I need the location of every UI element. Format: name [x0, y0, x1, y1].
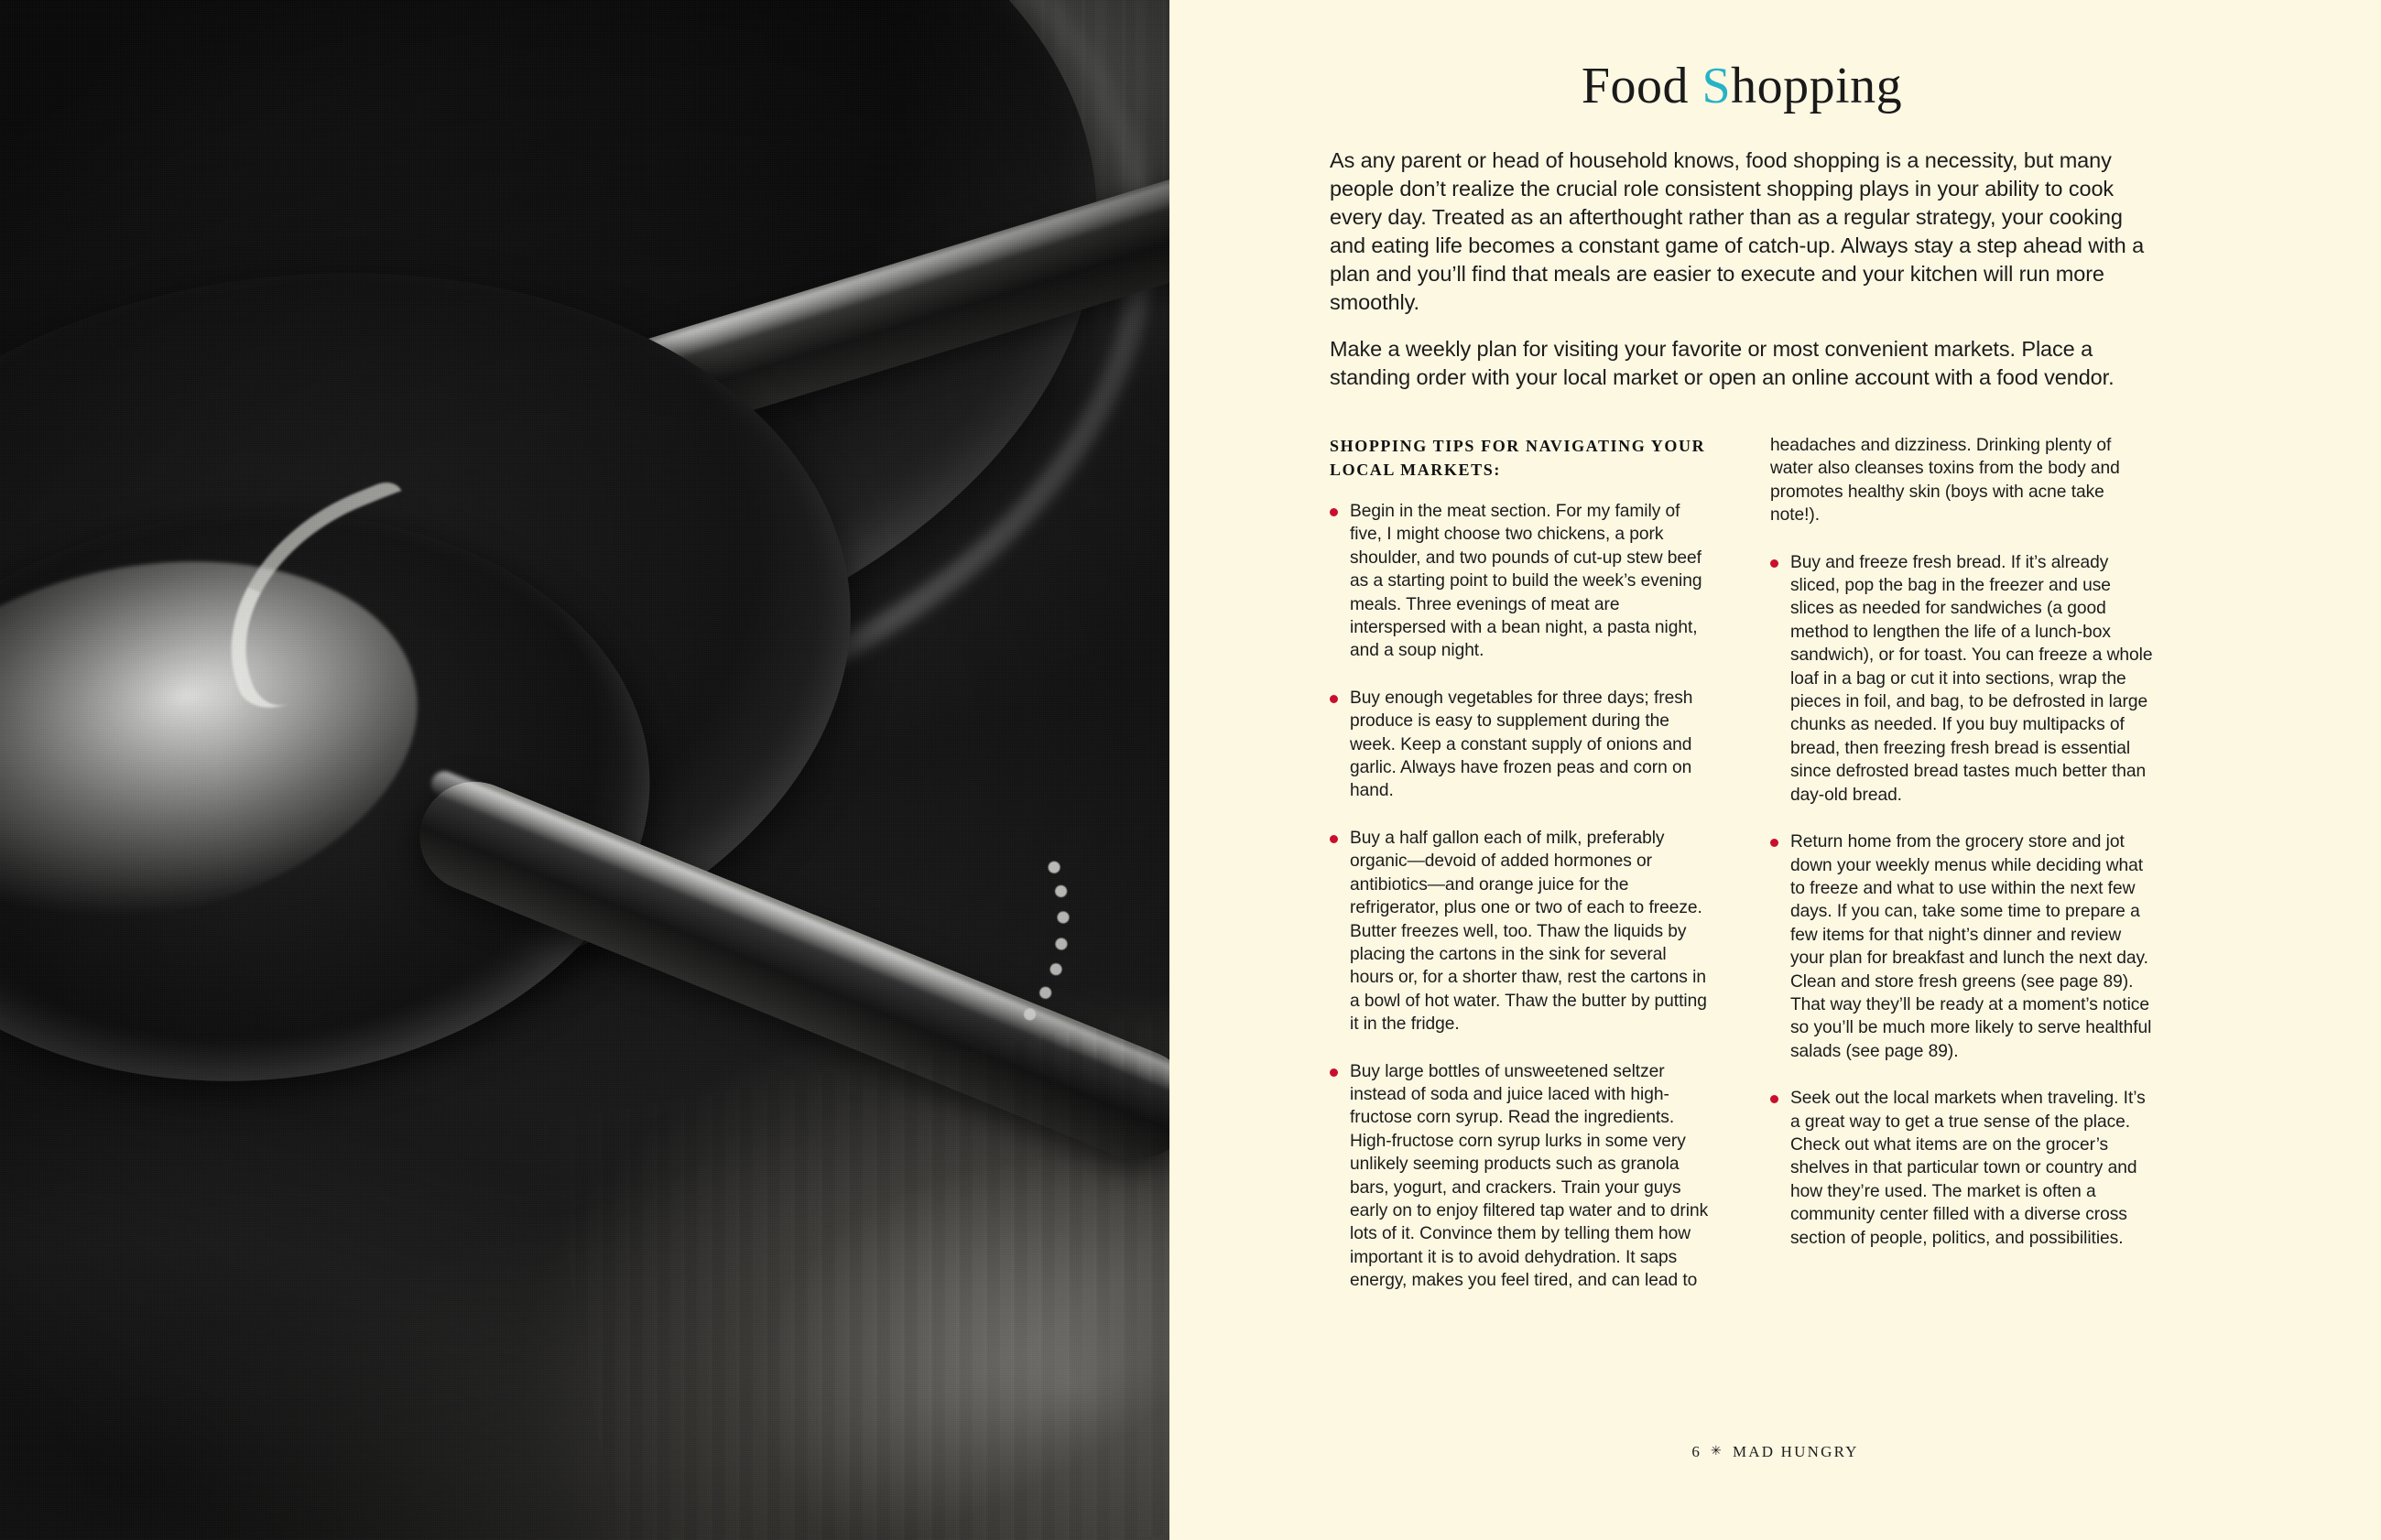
list-item [1330, 1060, 1713, 1293]
list-item-text: Buy large bottles of unsweetened seltzer instead of soda and juice laced with high-fructose corn syrup. Read the ingredients. High-fructose corn syrup lurks in some very unlikely seeming products such as granola bars, yogurt, and crackers. Train your guys early on to enjoy filtered tap water and to drink lots of it. Convince them by telling them how important it is to avoid dehydration. It saps energy, makes you feel tired, and can lead to [1350, 1061, 1709, 1291]
list-item-text: Buy enough vegetables for three days; fresh produce is easy to supplement during the week. Keep a constant supply of onions and garlic. Always have frozen peas and corn on hand. [1350, 688, 1693, 801]
bullet-icon [1330, 695, 1338, 703]
tips-column-left [1330, 434, 1713, 1317]
bullet-icon [1770, 559, 1778, 568]
page-footer [1169, 1443, 2381, 1461]
page-title-accent-letter: S [1701, 58, 1732, 114]
list-item-text: Return home from the grocery store and jot down your weekly menus while deciding what to freeze and what to use within the next few days. If you can, take some time to prepare a few items for that night’s dinner and review your plan for breakfast and lunch the next day. Clean and store fresh greens (see page 89). That way they’ll be ready at a moment’s notice so you’ll be much more likely to serve healthful salads (see page 89). [1790, 832, 2152, 1061]
page-title [1330, 57, 2154, 115]
list-item [1330, 500, 1713, 663]
list-item [1330, 827, 1713, 1036]
wood-grain-texture-lower [544, 1012, 1169, 1540]
intro-paragraph-1: As any parent or head of household knows, food shopping is a necessity, but many people don’t realize the crucial role consistent shopping plays in your ability to cook every day. Treated as an afterthought rather than as a regular strategy, your cooking and eating life becomes a constant game of catch-up. Always stay a step ahead with a plan and you’ll find that meals are easier to execute and your kitchen will run more smoothly. [1330, 148, 2145, 314]
page-title-part-1: Food [1581, 58, 1702, 114]
folio-book-title: MAD HUNGRY [1732, 1443, 1859, 1460]
skillet-photograph [0, 0, 1169, 1540]
text-page [1169, 0, 2381, 1540]
list-item-text: Buy and freeze fresh bread. If it’s already sliced, pop the bag in the freezer and use slices as needed for sandwiches (a good method to lengthen the life of a lunch-box sandwich), or for toast. You can freeze a whole loaf in a bag or cut it into sections, wrap the pieces in foil, and bag, to be defrosted in large chunks as needed. If you buy multipacks of bread, then freezing fresh bread is essential since defrosted bread tastes much better than day-old bread. [1790, 552, 2153, 805]
tips-list-right [1770, 551, 2154, 1250]
bullet-icon [1330, 1068, 1338, 1077]
page-title-part-2: hopping [1731, 58, 1903, 114]
tips-columns [1330, 434, 2154, 1317]
asterisk-icon: ✳ [1711, 1445, 1723, 1459]
list-item-text: Seek out the local markets when traveling. It’s a great way to get a true sense of the place. Check out what items are on the grocer’s shelves in that particular town or country and how they’re used. The market is often a community center filled with a diverse cross section of people, politics, and possibilities. [1790, 1089, 2146, 1248]
continued-paragraph: headaches and dizziness. Drinking plenty of water also cleanses toxins from the body and promotes healthy skin (boys with acne take note!). [1770, 436, 2120, 526]
bullet-icon [1770, 1095, 1778, 1103]
photograph-page [0, 0, 1169, 1540]
list-item-text: Buy a half gallon each of milk, preferably organic—devoid of added hormones or antibiotics—and orange juice for the refrigerator, plus one or two of each to freeze. Butter freezes well, too. Thaw the liquids by placing the cartons in the sink for several hours or, for a shorter thaw, rest the cartons in a bowl of hot water. Thaw the butter by putting it in the fridge. [1350, 828, 1707, 1035]
bullet-icon [1330, 835, 1338, 843]
tips-list-left [1330, 500, 1713, 1293]
tips-column-right [1770, 434, 2154, 1317]
list-item [1330, 687, 1713, 803]
list-item [1770, 1087, 2154, 1250]
folio-page-number: 6 [1691, 1443, 1702, 1460]
list-item [1770, 551, 2154, 807]
tips-heading: SHOPPING TIPS FOR NAVIGATING YOUR LOCAL MARKETS: [1330, 437, 1706, 479]
intro-paragraph-2: Make a weekly plan for visiting your favorite or most convenient markets. Place a standing order with your local market or open an online account with a food vendor. [1330, 337, 2115, 389]
bullet-icon [1770, 839, 1778, 847]
list-item [1770, 830, 2154, 1063]
bullet-icon [1330, 508, 1338, 516]
list-item-text: Begin in the meat section. For my family of five, I might choose two chickens, a pork shoulder, and two pounds of cut-up stew beef as a starting point to build the week’s evening meals. Three evenings of meat are interspersed with a bean night, a pasta night, and a soup night. [1350, 502, 1702, 661]
